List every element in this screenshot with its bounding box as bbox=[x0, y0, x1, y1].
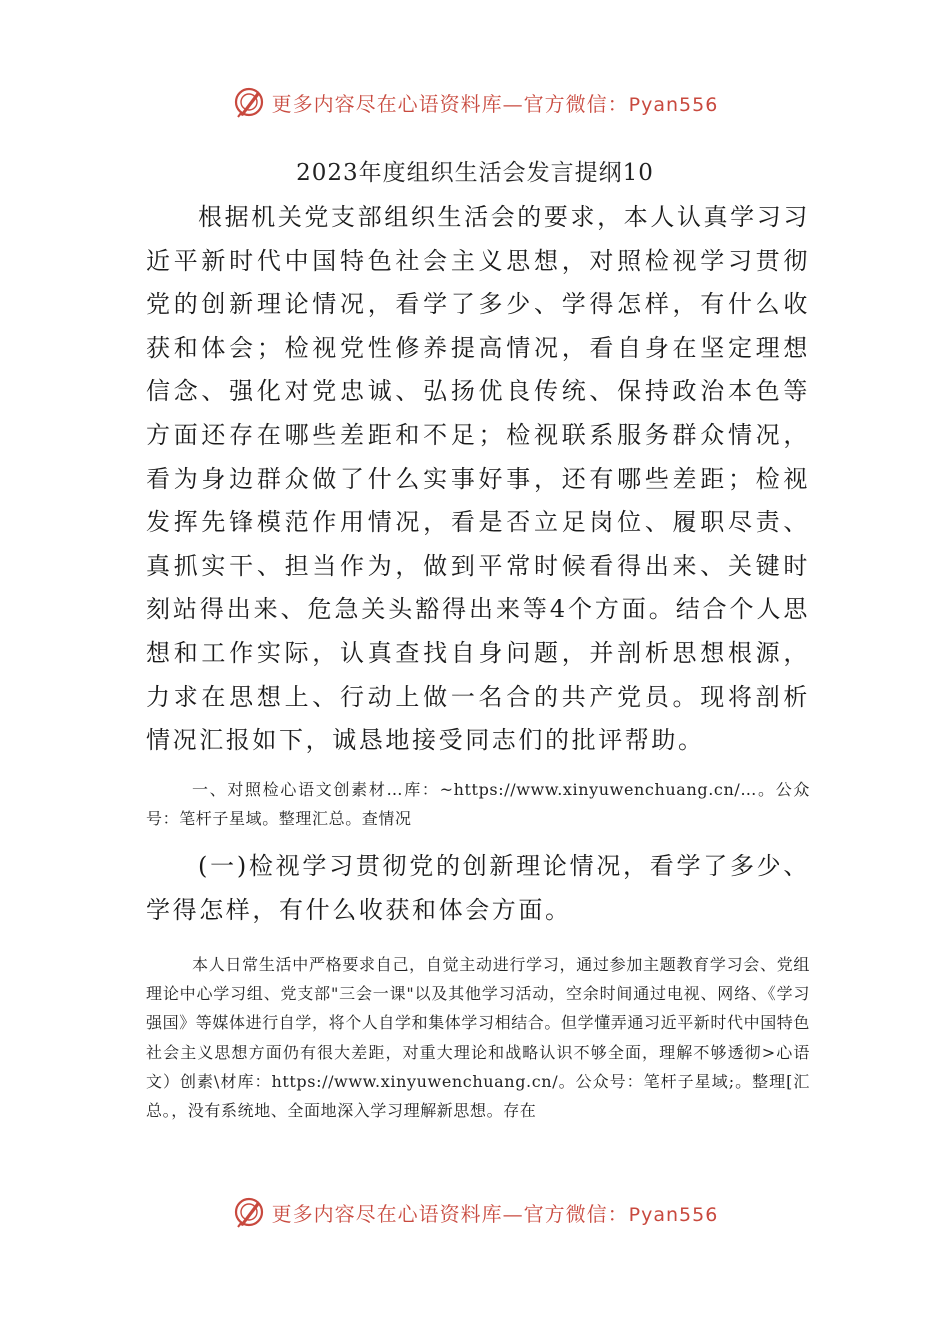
subsection-heading: (一)检视学习贯彻党的创新理论情况，看学了多少、学得怎样，有什么收获和体会方面。 bbox=[146, 852, 810, 924]
wechat-id: Pyan556 bbox=[628, 1203, 719, 1226]
intro-paragraph: 根据机关党支部组织生活会的要求，本人认真学习习近平新时代中国特色社会主义思想，对照检视学习贯彻党的创新理论情况，看学了多少、学得怎样，有什么收获和体会；检视党性修养提高情况，看自身在坚定理想信念、强化对党忠诚、弘扬优良传统、保持政治本色等方面还存在哪些差距和不足；检视联系服务群众情况，看为身边群众做了什么实事好事，还有哪些差距；检视发挥先锋模范作用情况，看是否立足岗位、履职尽责、真抓实干、担当作为，做到平常时候看得出来、关键时刻站得出来、危急关头豁得出来等4个方面。结合个人思想和工作实际，认真查找自身问题，并剖析思想根源，力求在思想上、行动上做一名合的共产党员。现将剖析情况汇报如下，诚恳地接受同志们的批评帮助。 bbox=[146, 203, 810, 755]
header-watermark-banner bbox=[0, 80, 950, 124]
watermark-text: 更多内容尽在心语资料库—官方微信：Pyan556 bbox=[271, 1201, 719, 1226]
quill-pen-logo-icon bbox=[232, 1195, 266, 1229]
quill-pen-logo-icon bbox=[232, 85, 266, 119]
document-title: 2023年度组织生活会发言提纲10 bbox=[296, 160, 654, 186]
watermark-text: 更多内容尽在心语资料库—官方微信：Pyan556 bbox=[271, 91, 719, 116]
body-paragraph: 本人日常生活中严格要求自己，自觉主动进行学习，通过参加主题教育学习会、党组理论中心学习组、党支部"三会一课"以及其他学习活动，空余时间通过电视、网络、《学习强国》等媒体进行自学，将个人自学和集体学习相结合。但学懂弄通习近平新时代中国特色社会主义思想方面仍有很大差距，对重大理论和战略认识不够全面，理解不够透彻>心语文）创素\材库：https://www.xinyuwenchuang.cn/。公众号：笔杆子星域;。整理[汇总。，没有系统地、全面地深入学习理解新思想。存在 bbox=[146, 955, 811, 1121]
section-heading-1: 一、对照检心语文创素材…库：~https://www.xinyuwenchuang.cn/…。公众号：笔杆子星域。整理汇总。查情况 bbox=[146, 780, 810, 828]
wechat-id: Pyan556 bbox=[628, 93, 719, 116]
footer-watermark-banner bbox=[0, 1190, 950, 1234]
